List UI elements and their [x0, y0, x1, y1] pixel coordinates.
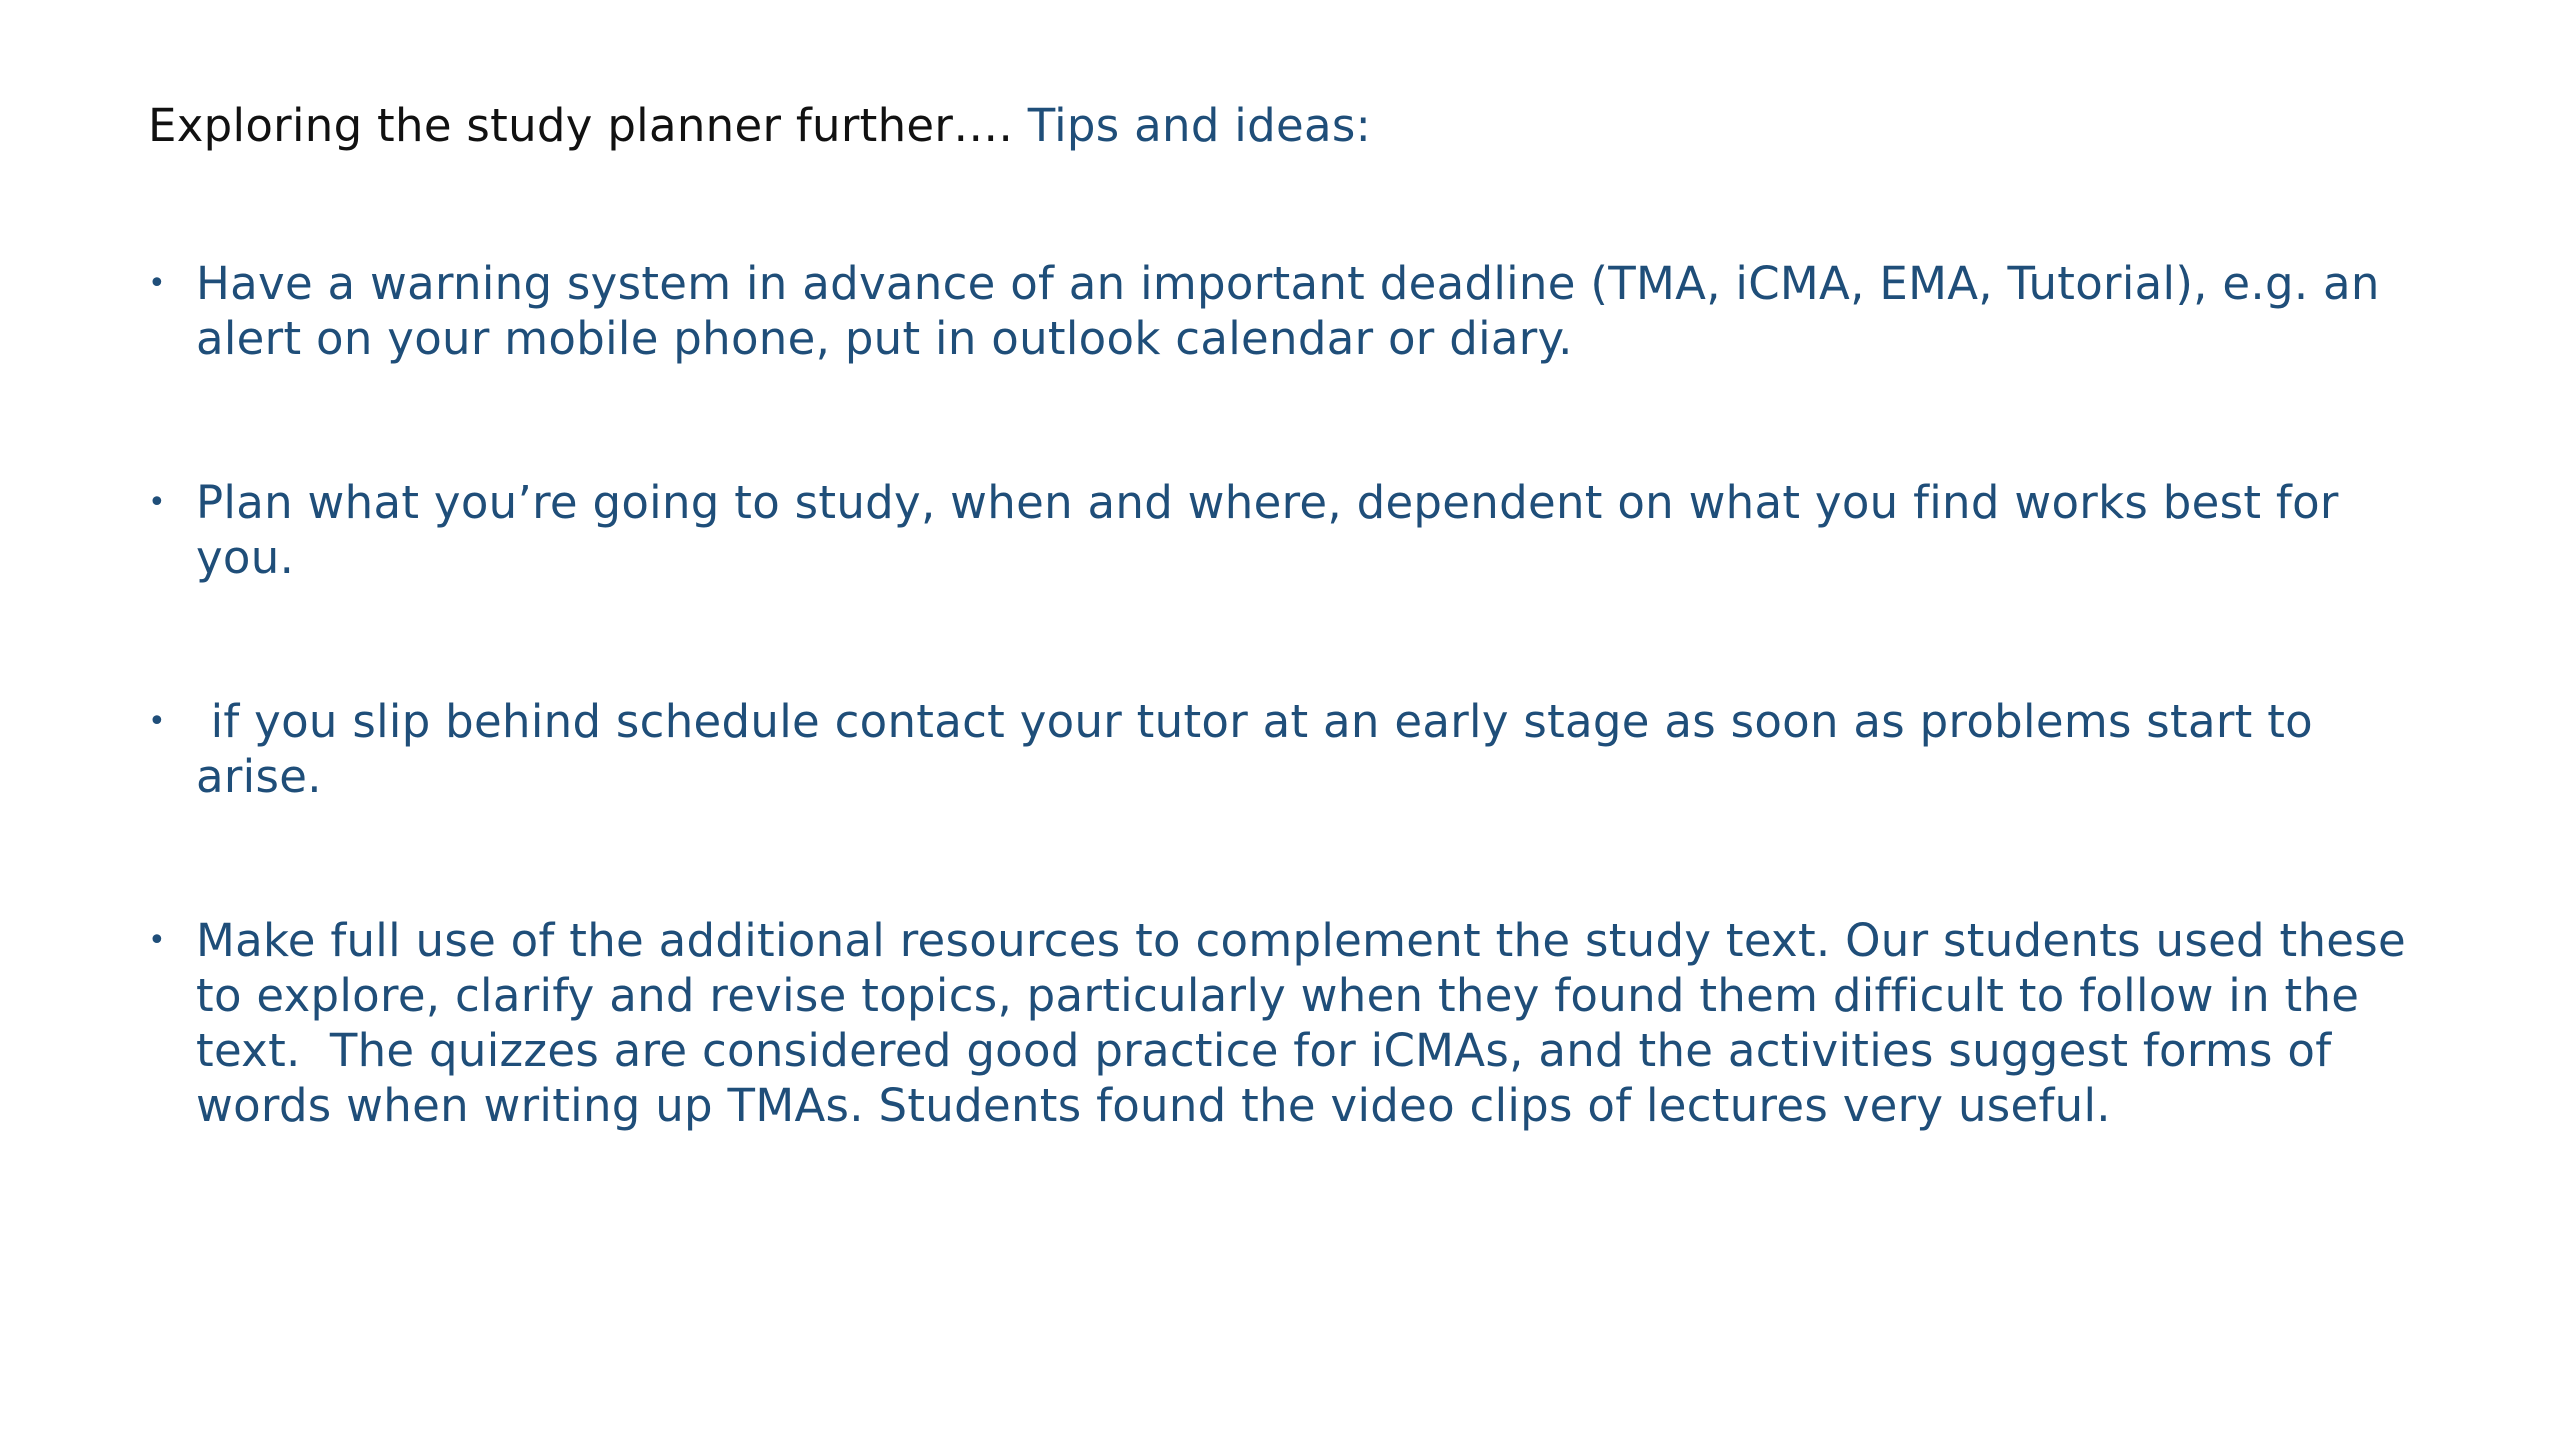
tip-text: Plan what you’re going to study, when and where, dependent on what you find works best for you.	[196, 476, 2354, 584]
tips-list	[148, 256, 2448, 1133]
tip-item-plan-study	[148, 475, 2448, 585]
tip-text: Make full use of the additional resources to complement the study text. Our students used these to explore, clarify and revise topics, particularly when they found them difficult to follow in the text. The quizzes are considered good practice for iCMAs, and the activities suggest forms of words when writing up TMAs. Students found the video clips of lectures very useful.	[196, 914, 2421, 1132]
tip-item-contact-tutor	[148, 694, 2448, 804]
tip-item-additional-resources	[148, 913, 2448, 1133]
bullet-icon: •	[148, 704, 166, 739]
tip-text: if you slip behind schedule contact your tutor at an early stage as soon as problems start to arise.	[196, 695, 2328, 803]
bullet-icon: •	[148, 266, 166, 301]
slide-title-accent: Tips and ideas:	[1027, 99, 1372, 152]
slide-title-lead: Exploring the study planner further….	[148, 99, 1028, 152]
bullet-icon: •	[148, 485, 166, 520]
slide-title	[148, 96, 1371, 156]
tip-item-warning-system	[148, 256, 2448, 366]
bullet-icon: •	[148, 923, 166, 958]
tip-text: Have a warning system in advance of an important deadline (TMA, iCMA, EMA, Tutorial), e.g. an alert on your mobile phone, put in outlook calendar or diary.	[196, 257, 2395, 365]
